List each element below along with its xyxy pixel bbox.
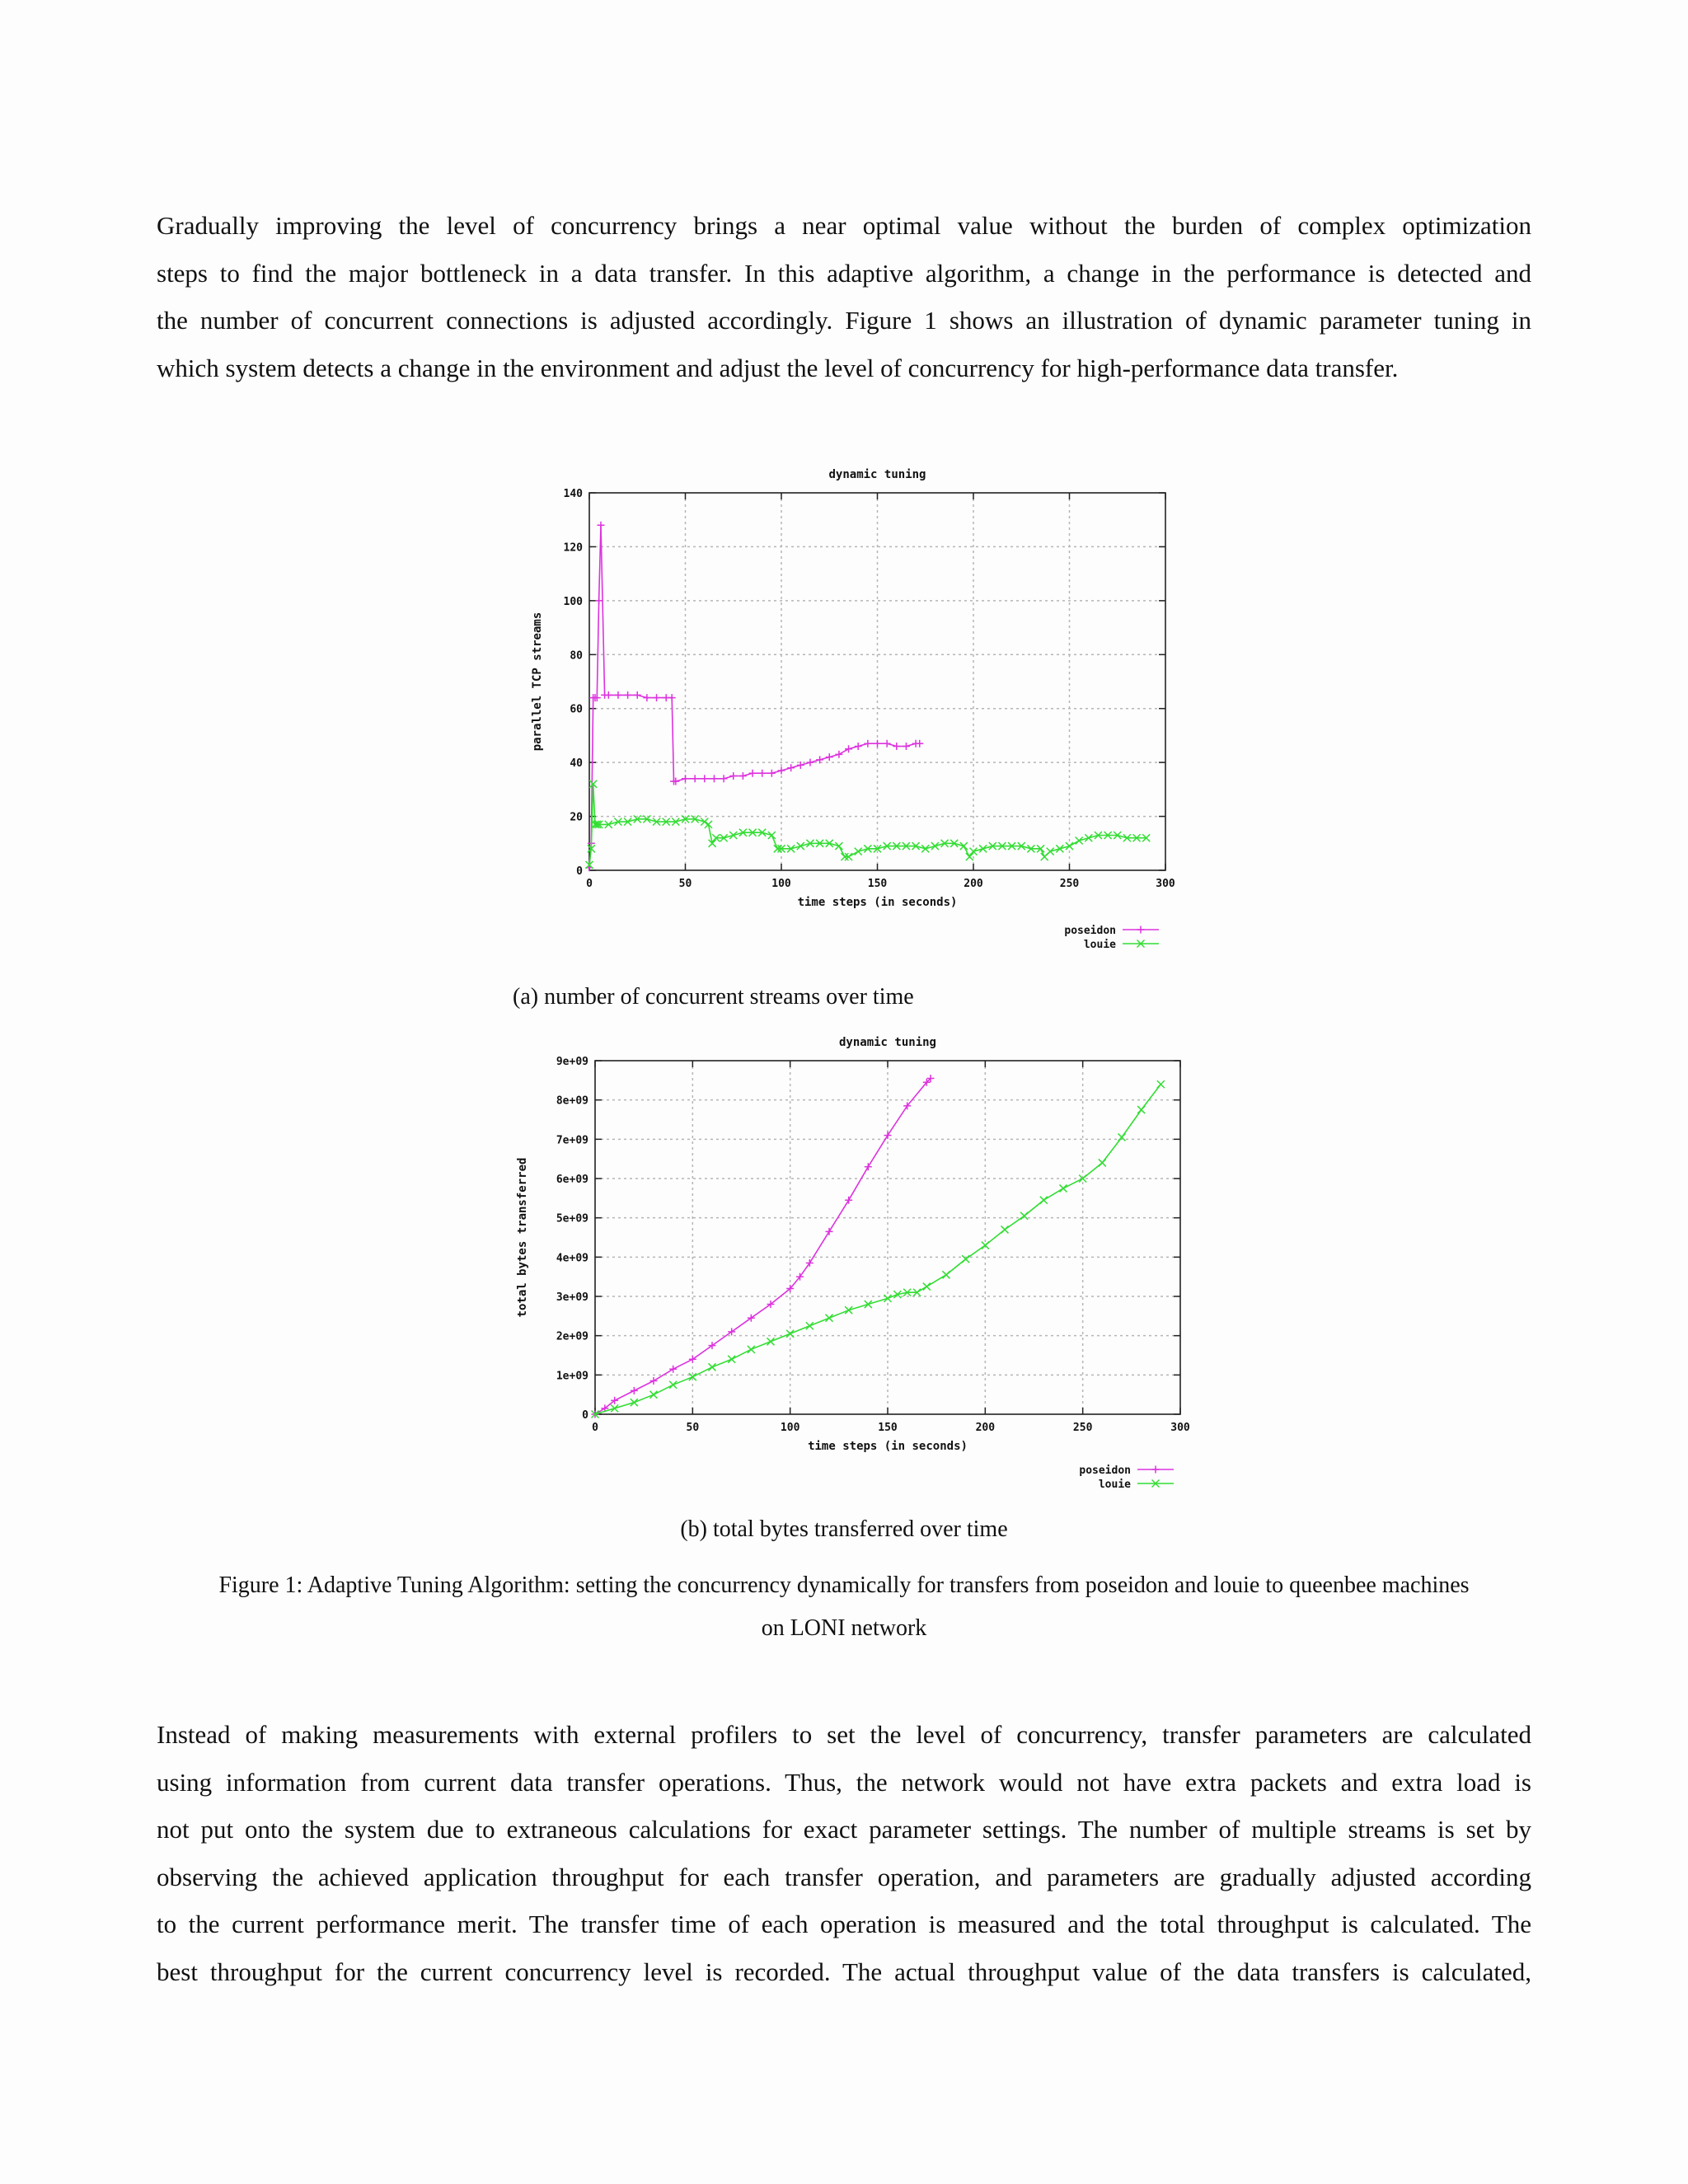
- chart-title: dynamic tuning: [828, 468, 926, 481]
- y-tick-label: 1e+09: [556, 1370, 588, 1383]
- data-point-poseidon: [826, 1228, 833, 1235]
- paragraph-line: Instead of making measurements with external profilers to set the level of concurrency, transfer parameters are calculated: [157, 1720, 1531, 1749]
- data-point-louie: [1157, 1080, 1165, 1088]
- data-point-louie: [1137, 1106, 1145, 1113]
- legend-label-poseidon: poseidon: [1064, 925, 1116, 937]
- x-tick-label: 150: [878, 1422, 898, 1434]
- figure-caption-line: Figure 1: Adaptive Tuning Algorithm: setting the concurrency dynamically for transfers from poseidon and louie to queenbee machines: [218, 1572, 1470, 1598]
- data-point-poseidon: [650, 1377, 658, 1385]
- paragraph-line: best throughput for the current concurrency level is recorded. The actual throughput value of the data transfers is calculated,: [157, 1957, 1531, 1986]
- x-tick-label: 200: [975, 1422, 996, 1434]
- y-tick-label: 7e+09: [556, 1134, 588, 1147]
- data-point-louie: [1001, 1226, 1009, 1233]
- y-tick-label: 140: [563, 488, 583, 500]
- series-line-poseidon: [595, 1079, 931, 1415]
- data-point-louie: [767, 1338, 775, 1345]
- x-tick-label: 300: [1156, 878, 1175, 890]
- paragraph-line: Gradually improving the level of concurrency brings a near optimal value without the burden of complex optimization: [157, 211, 1531, 240]
- data-point-poseidon: [865, 1163, 872, 1170]
- data-point-louie: [1099, 1159, 1106, 1166]
- legend-marker-poseidon: [1152, 1466, 1160, 1474]
- data-point-louie: [923, 1283, 931, 1291]
- y-tick-label: 100: [563, 595, 583, 608]
- y-tick-label: 40: [570, 757, 583, 771]
- data-point-louie: [884, 1295, 892, 1302]
- y-tick-label: 5e+09: [556, 1212, 588, 1226]
- data-point-louie: [982, 1242, 989, 1249]
- data-point-louie: [943, 1271, 950, 1278]
- data-point-louie: [786, 1330, 794, 1338]
- data-point-louie: [669, 1381, 677, 1389]
- y-tick-label: 0: [582, 1409, 588, 1422]
- data-point-louie: [806, 1322, 814, 1329]
- data-point-louie: [826, 1315, 833, 1322]
- x-tick-label: 100: [771, 878, 791, 890]
- subcaption-a: (a) number of concurrent streams over time: [513, 984, 914, 1010]
- data-point-poseidon: [669, 1366, 677, 1373]
- data-point-louie: [1020, 1212, 1028, 1220]
- data-point-louie: [1118, 1133, 1126, 1141]
- y-tick-label: 0: [576, 865, 583, 878]
- y-tick-label: 3e+09: [556, 1291, 588, 1304]
- data-point-louie: [748, 1346, 755, 1353]
- data-point-louie: [631, 1399, 638, 1406]
- x-tick-label: 0: [592, 1422, 598, 1434]
- figure-caption-line: on LONI network: [761, 1615, 927, 1641]
- data-point-louie: [962, 1255, 969, 1263]
- paragraph-line: the number of concurrent connections is adjusted accordingly. Figure 1 shows an illustration of dynamic parameter tuning in: [157, 306, 1531, 335]
- x-tick-label: 250: [1059, 878, 1080, 890]
- x-tick-label: 150: [867, 878, 888, 890]
- x-tick-label: 250: [1072, 1422, 1093, 1434]
- data-point-louie: [845, 1306, 852, 1314]
- x-tick-label: 50: [686, 1422, 700, 1434]
- x-tick-label: 300: [1170, 1422, 1190, 1434]
- y-tick-label: 4e+09: [556, 1252, 588, 1265]
- y-tick-label: 120: [563, 541, 583, 555]
- y-tick-label: 20: [570, 811, 583, 824]
- y-tick-label: 8e+09: [556, 1094, 588, 1108]
- data-point-louie: [650, 1391, 658, 1399]
- paragraph-line: which system detects a change in the environment and adjust the level of concurrency for high-performance data transfer.: [157, 353, 1399, 382]
- legend-label-louie: louie: [1083, 939, 1116, 951]
- data-point-louie: [1040, 1197, 1048, 1204]
- data-point-louie: [1060, 1184, 1067, 1192]
- data-point-poseidon: [845, 1197, 852, 1204]
- x-tick-label: 0: [586, 878, 593, 890]
- y-tick-label: 2e+09: [556, 1330, 588, 1343]
- data-point-louie: [865, 1301, 872, 1308]
- y-tick-label: 6e+09: [556, 1174, 588, 1186]
- x-tick-label: 50: [678, 878, 692, 890]
- data-point-louie: [611, 1404, 618, 1412]
- legend-label-louie: louie: [1098, 1479, 1131, 1491]
- y-tick-label: 60: [570, 703, 583, 716]
- chart-title: dynamic tuning: [838, 1036, 937, 1049]
- paragraph-line: steps to find the major bottleneck in a data transfer. In this adaptive algorithm, a change in the performance is detected and: [157, 258, 1531, 288]
- y-axis-label: parallel TCP streams: [531, 612, 544, 752]
- x-axis-label: time steps (in seconds): [797, 896, 958, 909]
- legend-label-poseidon: poseidon: [1079, 1465, 1131, 1477]
- x-axis-label: time steps (in seconds): [808, 1440, 968, 1453]
- body-paragraph: [157, 1711, 1531, 1995]
- x-tick-label: 200: [964, 878, 983, 890]
- y-tick-label: 80: [570, 649, 583, 663]
- y-tick-label: 9e+09: [556, 1056, 588, 1068]
- paragraph-line: not put onto the system due to extraneous calculations for exact parameter settings. The number of multiple streams is set by: [157, 1815, 1531, 1844]
- data-point-louie: [728, 1356, 735, 1363]
- data-point-poseidon: [631, 1387, 638, 1394]
- data-point-poseidon: [884, 1132, 892, 1139]
- subcaption-b: (b) total bytes transferred over time: [680, 1516, 1008, 1542]
- x-tick-label: 100: [780, 1422, 800, 1434]
- series-line-louie: [595, 1085, 1160, 1414]
- paragraph-line: using information from current data transfer operations. Thus, the network would not have extra packets and extra load is: [157, 1767, 1531, 1797]
- data-point-louie: [709, 1363, 716, 1371]
- paragraph-line: observing the achieved application throughput for each transfer operation, and parameters are gradually adjusted according: [157, 1862, 1531, 1891]
- paragraph-line: to the current performance merit. The transfer time of each operation is measured and the total throughput is calculated. The: [157, 1910, 1531, 1938]
- figure-caption: [165, 1564, 1523, 1650]
- y-axis-label: total bytes transferred: [516, 1157, 529, 1318]
